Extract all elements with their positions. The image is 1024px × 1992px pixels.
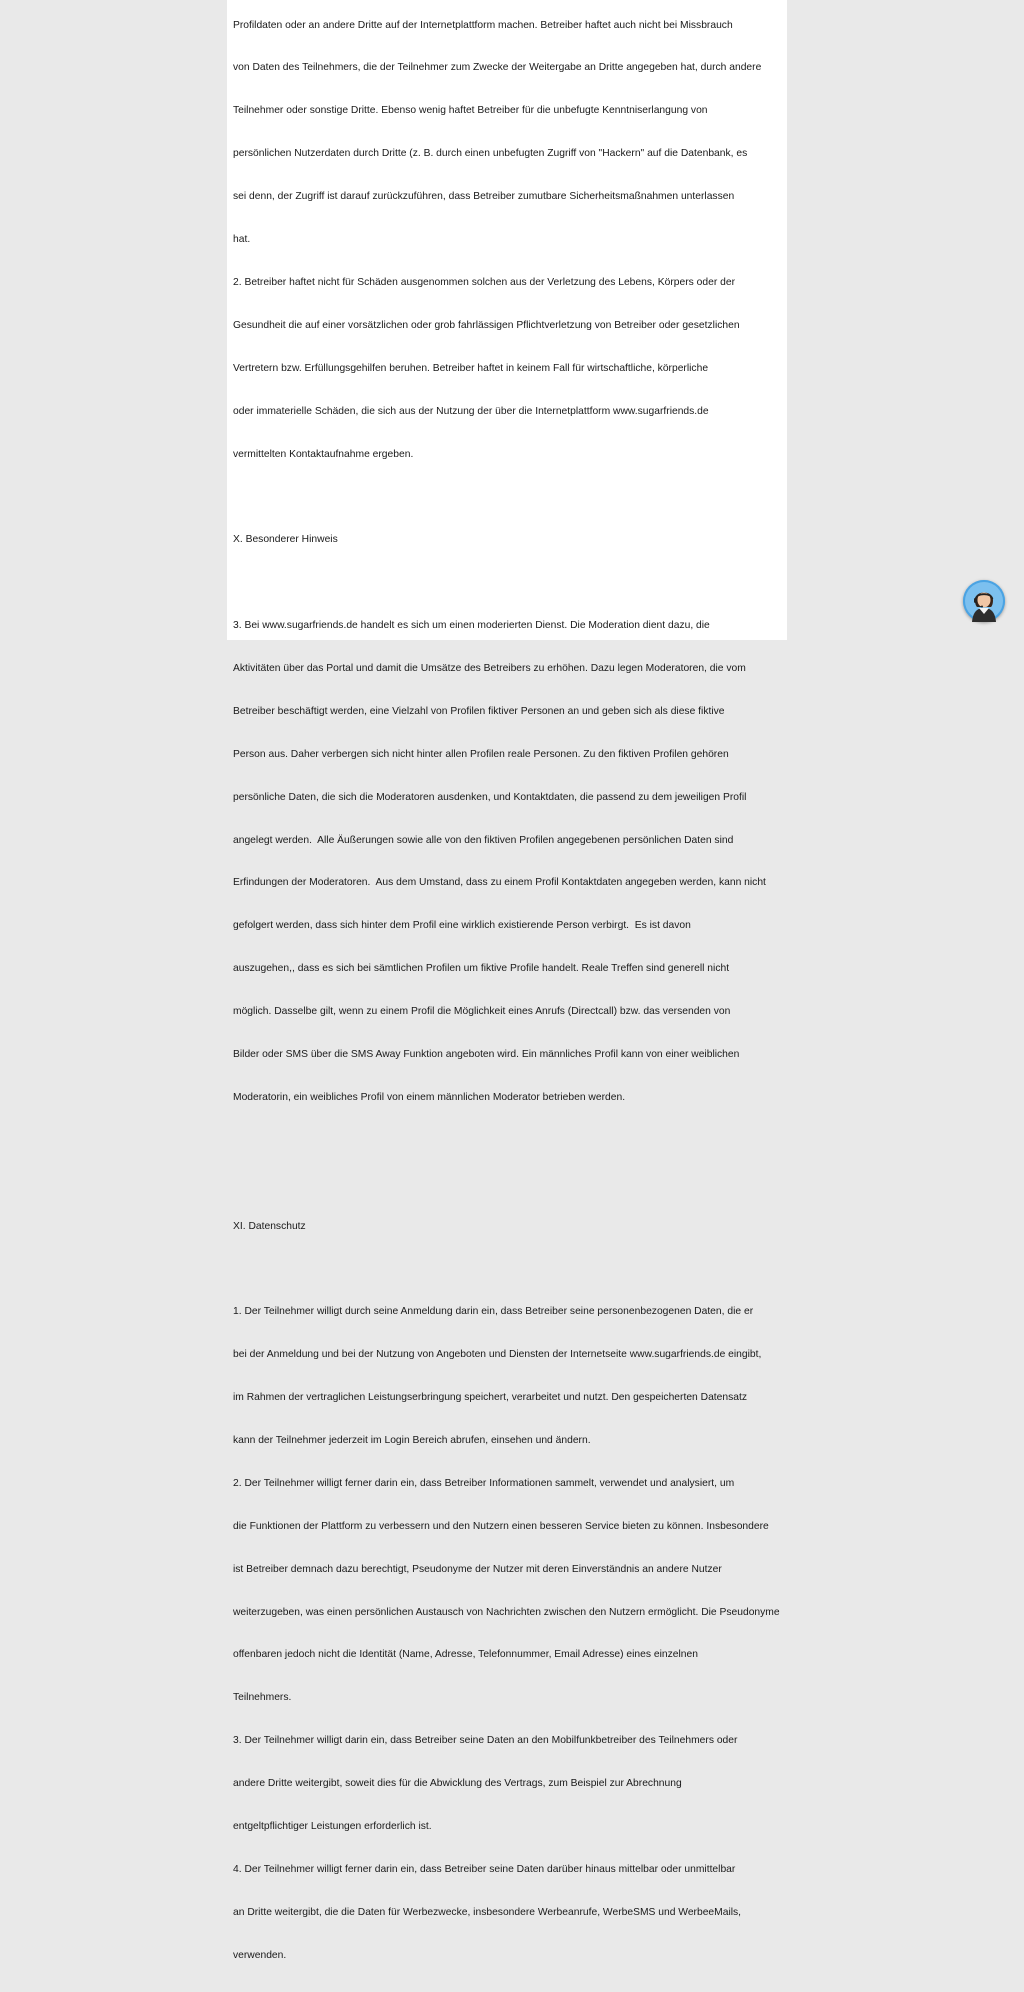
text-line: 3. Der Teilnehmer willigt darin ein, dass Betreiber seine Daten an den Mobilfunkbetreiber des Teilnehmers oder <box>233 1735 738 1747</box>
text-line: persönlichen Nutzerdaten durch Dritte (z. B. durch einen unbefugten Zugriff von "Hackern" auf die Datenbank, es <box>233 148 748 160</box>
text-line: offenbaren jedoch nicht die Identität (Name, Adresse, Telefonnummer, Email Adresse) eines einzelnen <box>233 1649 698 1661</box>
text-line: gefolgert werden, dass sich hinter dem Profil eine wirklich existierende Person verbirgt. Es ist davon <box>233 920 691 932</box>
text-line: auszugehen,, dass es sich bei sämtlichen Profilen um fiktive Profile handelt. Reale Treffen sind generell nicht <box>233 963 730 975</box>
text-line: sei denn, der Zugriff ist darauf zurückzuführen, dass Betreiber zumutbare Sicherheitsmaßnahmen unterlassen <box>233 191 735 203</box>
text-line: Vertretern bzw. Erfüllungsgehilfen beruhen. Betreiber haftet in keinem Fall für wirtschaftliche, körperliche <box>233 362 709 374</box>
text-line: 2. Betreiber haftet nicht für Schäden ausgenommen solchen aus der Verletzung des Lebens, Körpers oder der <box>233 276 735 288</box>
text-line: oder immaterielle Schäden, die sich aus der Nutzung der über die Internetplattform www.sugarfriends.de <box>233 405 709 417</box>
section-heading-xi: XI. Datenschutz <box>233 1220 306 1232</box>
text-line: angelegt werden. Alle Äußerungen sowie alle von den fiktiven Profilen angegebenen persönlichen Daten sind <box>233 834 734 846</box>
text-line: die Funktionen der Plattform zu verbessern und den Nutzern einen besseren Service bieten zu können. Insbesondere <box>233 1520 769 1532</box>
text-line: Person aus. Daher verbergen sich nicht hinter allen Profilen reale Personen. Zu den fiktiven Profilen gehören <box>233 748 729 760</box>
text-line: im Rahmen der vertraglichen Leistungserbringung speichert, verarbeitet und nutzt. Den gespeicherten Datensatz <box>233 1392 747 1404</box>
text-line: Aktivitäten über das Portal und damit die Umsätze des Betreibers zu erhöhen. Dazu legen Moderatoren, die vom <box>233 662 746 674</box>
text-line: von Daten des Teilnehmers, die der Teilnehmer zum Zwecke der Weitergabe an Dritte angegeben hat, durch andere <box>233 62 762 74</box>
paragraph-gap <box>233 576 789 590</box>
text-line: verwenden. <box>233 1949 287 1961</box>
text-line: 3. Bei www.sugarfriends.de handelt es sich um einen moderierten Dienst. Die Moderation dient dazu, die <box>233 620 710 632</box>
text-line: entgeltpflichtiger Leistungen erforderlich ist. <box>233 1821 432 1832</box>
paragraph-gap <box>233 490 789 504</box>
section-heading-x: X. Besonderer Hinweis <box>233 534 338 546</box>
text-line: andere Dritte weitergibt, soweit dies für die Abwicklung des Vertrags, zum Beispiel zur Abrechnung <box>233 1778 682 1790</box>
text-line: ist Betreiber demnach dazu berechtigt, Pseudonyme der Nutzer mit deren Einverständnis an andere Nutzer <box>233 1563 722 1575</box>
text-line: 2. Der Teilnehmer willigt ferner darin ein, dass Betreiber Informationen sammelt, verwendet und analysiert, um <box>233 1477 735 1489</box>
text-line: an Dritte weitergibt, die die Daten für Werbezwecke, insbesondere Werbeanrufe, WerbeSMS und WerbeeMails, <box>233 1906 742 1918</box>
text-line: Gesundheit die auf einer vorsätzlichen oder grob fahrlässigen Pflichtverletzung von Betreiber oder gesetzlichen <box>233 319 740 331</box>
text-line: Moderatorin, ein weibliches Profil von einem männlichen Moderator betrieben werden. <box>233 1091 626 1103</box>
text-line: 4. Der Teilnehmer willigt ferner darin ein, dass Betreiber seine Daten darüber hinaus mittelbar oder unmittelbar <box>233 1863 736 1875</box>
text-line: persönliche Daten, die sich die Moderatoren ausdenken, und Kontaktdaten, die passend zu dem jeweiligen Profil <box>233 791 747 803</box>
text-line: Profildaten oder an andere Dritte auf der Internetplattform machen. Betreiber haftet auch nicht bei Missbrauch <box>233 19 733 31</box>
text-line: Erfindungen der Moderatoren. Aus dem Umstand, dass zu einem Profil Kontaktdaten angegeben werden, kann nicht <box>233 877 766 889</box>
text-line: möglich. Dasselbe gilt, wenn zu einem Profil die Möglichkeit eines Anrufs (Directcall) bzw. das versenden von <box>233 1006 731 1018</box>
text-line: vermittelten Kontaktaufnahme ergeben. <box>233 448 414 460</box>
text-line: 1. Der Teilnehmer willigt durch seine Anmeldung darin ein, dass Betreiber seine personenbezogenen Daten, die er <box>233 1306 754 1318</box>
text-line: Teilnehmer oder sonstige Dritte. Ebenso wenig haftet Betreiber für die unbefugte Kenntniserlangung von <box>233 105 708 117</box>
text-line: Teilnehmers. <box>233 1692 292 1704</box>
document-page <box>227 0 787 1961</box>
document-content <box>233 0 789 1992</box>
support-agent-icon <box>963 580 1005 622</box>
text-line: hat. <box>233 234 251 246</box>
text-line: Betreiber beschäftigt werden, eine Vielzahl von Profilen fiktiver Personen an und geben sich als diese fiktive <box>233 705 725 717</box>
paragraph-gap <box>233 1134 789 1148</box>
text-line: bei der Anmeldung und bei der Nutzung von Angeboten und Diensten der Internetseite www.sugarfriends.de eingibt, <box>233 1349 762 1361</box>
support-chat-button[interactable] <box>963 580 1005 622</box>
paragraph-gap <box>233 1262 789 1276</box>
text-line: Bilder oder SMS über die SMS Away Funktion angeboten wird. Ein männliches Profil kann von einer weiblichen <box>233 1048 740 1060</box>
text-line: weiterzugeben, was einen persönlichen Austausch von Nachrichten zwischen den Nutzern ermöglicht. Die Pseudonyme <box>233 1606 780 1618</box>
text-line: kann der Teilnehmer jederzeit im Login Bereich abrufen, einsehen und ändern. <box>233 1434 591 1446</box>
paragraph-gap <box>233 1177 789 1191</box>
